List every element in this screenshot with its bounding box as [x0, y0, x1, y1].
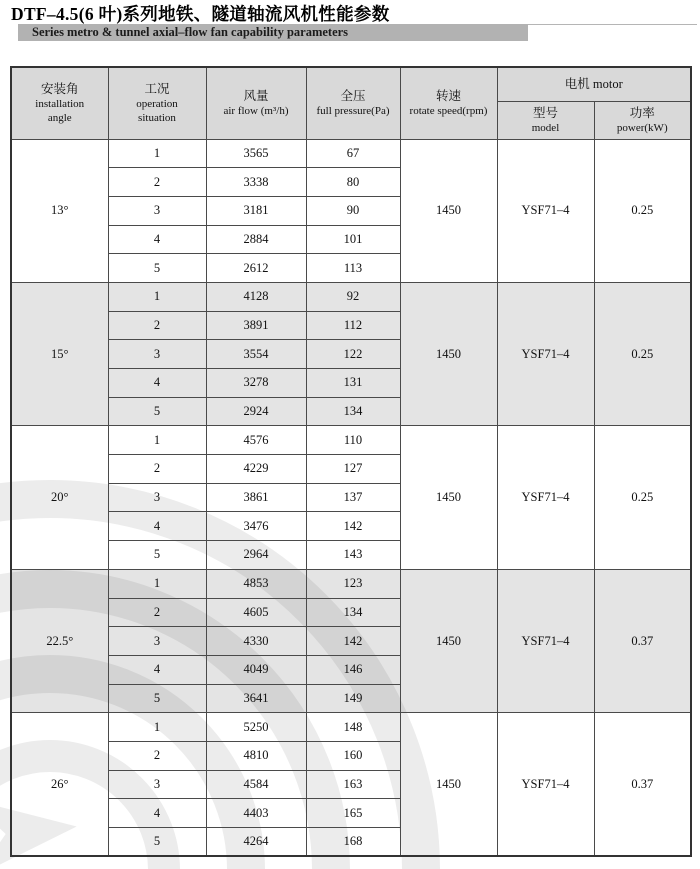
cell-rotate-speed: 1450	[400, 139, 497, 282]
col-header-power: 功率 power(kW)	[594, 101, 691, 139]
cell-air-flow: 4605	[206, 598, 306, 627]
cell-operation-situation: 4	[108, 512, 206, 541]
cell-operation-situation: 5	[108, 397, 206, 426]
cell-full-pressure: 123	[306, 569, 400, 598]
cell-operation-situation: 3	[108, 196, 206, 225]
cell-air-flow: 4853	[206, 569, 306, 598]
cell-rotate-speed: 1450	[400, 426, 497, 569]
cell-full-pressure: 142	[306, 512, 400, 541]
cell-operation-situation: 5	[108, 541, 206, 570]
cell-full-pressure: 90	[306, 196, 400, 225]
cell-air-flow: 3278	[206, 369, 306, 398]
cell-full-pressure: 113	[306, 254, 400, 283]
cell-operation-situation: 3	[108, 340, 206, 369]
cell-air-flow: 3891	[206, 311, 306, 340]
table-row	[11, 282, 691, 311]
cell-full-pressure: 101	[306, 225, 400, 254]
fan-parameters-table	[10, 66, 692, 857]
col-header-model: 型号 model	[497, 101, 594, 139]
table-header	[11, 67, 691, 139]
cell-operation-situation: 1	[108, 569, 206, 598]
page-subtitle: Series metro & tunnel axial–flow fan capability parameters	[32, 25, 349, 39]
cell-air-flow: 4810	[206, 741, 306, 770]
cell-air-flow: 3565	[206, 139, 306, 168]
cell-air-flow: 3641	[206, 684, 306, 713]
cell-full-pressure: 142	[306, 627, 400, 656]
cell-operation-situation: 3	[108, 483, 206, 512]
cell-operation-situation: 2	[108, 311, 206, 340]
cell-motor-power: 0.25	[594, 426, 691, 569]
cell-full-pressure: 110	[306, 426, 400, 455]
cell-air-flow: 2964	[206, 541, 306, 570]
cell-motor-power: 0.25	[594, 282, 691, 425]
cell-operation-situation: 3	[108, 770, 206, 799]
table-row	[11, 139, 691, 168]
cell-air-flow: 4576	[206, 426, 306, 455]
cell-operation-situation: 2	[108, 168, 206, 197]
cell-full-pressure: 92	[306, 282, 400, 311]
cell-full-pressure: 80	[306, 168, 400, 197]
cell-motor-model: YSF71–4	[497, 569, 594, 712]
col-header-operation-situation: 工况 operation situation	[108, 67, 206, 139]
cell-full-pressure: 127	[306, 455, 400, 484]
cell-air-flow: 3181	[206, 196, 306, 225]
cell-installation-angle: 26°	[11, 713, 108, 856]
cell-operation-situation: 3	[108, 627, 206, 656]
cell-rotate-speed: 1450	[400, 569, 497, 712]
table-row	[11, 426, 691, 455]
cell-air-flow: 4330	[206, 627, 306, 656]
subtitle-bar	[18, 24, 528, 41]
cell-operation-situation: 5	[108, 684, 206, 713]
cell-installation-angle: 13°	[11, 139, 108, 282]
cell-installation-angle: 22.5°	[11, 569, 108, 712]
cell-operation-situation: 4	[108, 799, 206, 828]
cell-motor-power: 0.37	[594, 713, 691, 856]
cell-operation-situation: 4	[108, 369, 206, 398]
cell-rotate-speed: 1450	[400, 713, 497, 856]
cell-air-flow: 2924	[206, 397, 306, 426]
cell-air-flow: 2884	[206, 225, 306, 254]
cell-motor-model: YSF71–4	[497, 139, 594, 282]
cell-air-flow: 3554	[206, 340, 306, 369]
cell-motor-power: 0.25	[594, 139, 691, 282]
cell-full-pressure: 160	[306, 741, 400, 770]
table-body	[11, 139, 691, 856]
cell-full-pressure: 134	[306, 397, 400, 426]
cell-operation-situation: 2	[108, 455, 206, 484]
col-header-installation-angle: 安装角 installation angle	[11, 67, 108, 139]
col-header-rotate-speed: 转速 rotate speed(rpm)	[400, 67, 497, 139]
cell-air-flow: 4403	[206, 799, 306, 828]
cell-operation-situation: 1	[108, 282, 206, 311]
cell-full-pressure: 149	[306, 684, 400, 713]
cell-operation-situation: 2	[108, 741, 206, 770]
page-title: DTF–4.5(6 叶)系列地铁、隧道轴流风机性能参数	[11, 4, 390, 24]
cell-air-flow: 3861	[206, 483, 306, 512]
cell-full-pressure: 67	[306, 139, 400, 168]
cell-operation-situation: 5	[108, 828, 206, 857]
cell-full-pressure: 165	[306, 799, 400, 828]
cell-air-flow: 4584	[206, 770, 306, 799]
cell-motor-model: YSF71–4	[497, 713, 594, 856]
cell-operation-situation: 4	[108, 225, 206, 254]
col-header-full-pressure: 全压 full pressure(Pa)	[306, 67, 400, 139]
cell-installation-angle: 15°	[11, 282, 108, 425]
cell-operation-situation: 2	[108, 598, 206, 627]
cell-air-flow: 5250	[206, 713, 306, 742]
cell-air-flow: 4049	[206, 655, 306, 684]
cell-air-flow: 3476	[206, 512, 306, 541]
cell-full-pressure: 131	[306, 369, 400, 398]
cell-full-pressure: 148	[306, 713, 400, 742]
cell-full-pressure: 134	[306, 598, 400, 627]
cell-air-flow: 4264	[206, 828, 306, 857]
cell-full-pressure: 112	[306, 311, 400, 340]
cell-air-flow: 4229	[206, 455, 306, 484]
cell-operation-situation: 1	[108, 139, 206, 168]
cell-full-pressure: 122	[306, 340, 400, 369]
cell-full-pressure: 146	[306, 655, 400, 684]
cell-air-flow: 2612	[206, 254, 306, 283]
cell-full-pressure: 137	[306, 483, 400, 512]
col-header-motor: 电机 motor	[497, 67, 691, 101]
cell-full-pressure: 163	[306, 770, 400, 799]
cell-motor-power: 0.37	[594, 569, 691, 712]
cell-operation-situation: 5	[108, 254, 206, 283]
cell-full-pressure: 143	[306, 541, 400, 570]
col-header-air-flow: 风量 air flow (m³/h)	[206, 67, 306, 139]
header-rule	[528, 24, 697, 25]
cell-full-pressure: 168	[306, 828, 400, 857]
cell-operation-situation: 1	[108, 713, 206, 742]
cell-air-flow: 4128	[206, 282, 306, 311]
cell-rotate-speed: 1450	[400, 282, 497, 425]
cell-motor-model: YSF71–4	[497, 426, 594, 569]
cell-operation-situation: 1	[108, 426, 206, 455]
table-row	[11, 713, 691, 742]
cell-motor-model: YSF71–4	[497, 282, 594, 425]
cell-air-flow: 3338	[206, 168, 306, 197]
table-row	[11, 569, 691, 598]
cell-installation-angle: 20°	[11, 426, 108, 569]
cell-operation-situation: 4	[108, 655, 206, 684]
